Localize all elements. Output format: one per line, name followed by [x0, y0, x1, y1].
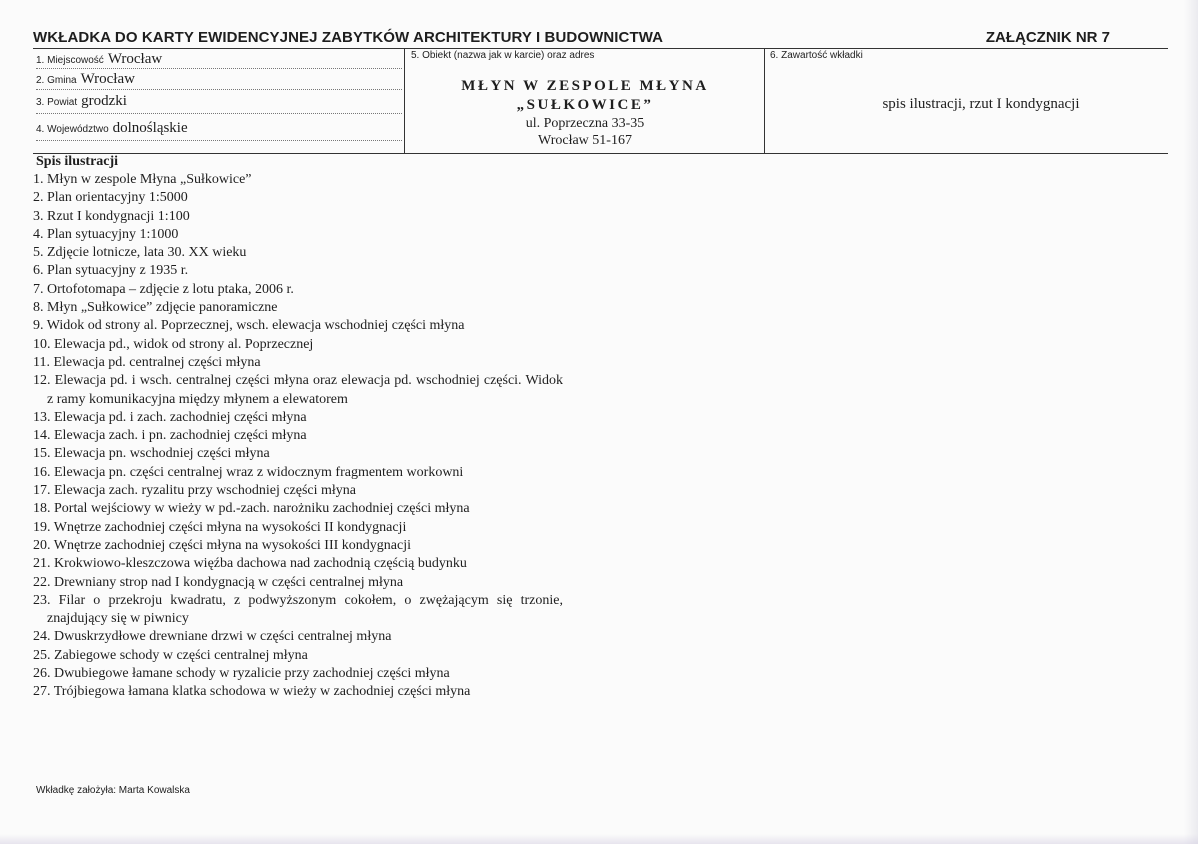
list-item: 8. Młyn „Sułkowice” zdjęcie panoramiczne [33, 300, 278, 316]
voivodeship-value: dolnośląskie [112, 120, 188, 136]
list-item: 3. Rzut I kondygnacji 1:100 [33, 208, 190, 224]
contents-value: spis ilustracji, rzut I kondygnacji [882, 96, 1080, 112]
list-item: 2. Plan orientacyjny 1:5000 [33, 190, 188, 206]
list-item: 5. Zdjęcie lotnicze, lata 30. XX wieku [33, 245, 247, 261]
county-field [36, 92, 127, 110]
table-bottom-rule [33, 153, 1168, 154]
list-item: 23. Filar o przekroju kwadratu, z podwyższonym cokołem, o zwężającym się trzonie, znajdujący się w piwnicy [33, 592, 563, 627]
object-city: Wrocław 51-167 [538, 133, 632, 148]
commune-label: 2. Gmina [36, 75, 77, 86]
annex-number: ZAŁĄCZNIK NR 7 [985, 29, 1110, 46]
contents-label: 6. Zawartość wkładki [770, 50, 863, 61]
object-label: 5. Obiekt (nazwa jak w karcie) oraz adres [411, 50, 595, 61]
locality-value: Wrocław [107, 51, 163, 67]
paper-edge-shadow [1184, 0, 1198, 844]
list-item: 4. Plan sytuacyjny 1:1000 [33, 226, 179, 242]
list-item: 27. Trójbiegowa łamana klatka schodowa w wieży w zachodniej części młyna [33, 684, 471, 700]
list-item: 21. Krokwiowo-kleszczowa więźba dachowa nad zachodnią częścią budynku [33, 556, 467, 572]
sheet-title: WKŁADKA DO KARTY EWIDENCYJNEJ ZABYTKÓW ARCHITEKTURY I BUDOWNICTWA [33, 29, 664, 46]
list-item: 9. Widok od strony al. Poprzecznej, wsch. elewacja wschodniej części młyna [33, 318, 465, 334]
list-item: 1. Młyn w zespole Młyna „Sułkowice” [33, 172, 252, 187]
list-item: 10. Elewacja pd., widok od strony al. Poprzecznej [33, 336, 314, 352]
county-label: 3. Powiat [36, 97, 78, 108]
field-underline [36, 68, 402, 69]
object-block [405, 77, 765, 149]
header-rule [33, 48, 1168, 49]
field-underline [36, 89, 402, 90]
list-item: 15. Elewacja pn. wschodniej części młyna [33, 446, 270, 462]
founder-note: Wkładkę założyła: Marta Kowalska [36, 785, 190, 796]
list-item: 11. Elewacja pd. centralnej części młyna [33, 354, 261, 370]
list-item: 7. Ortofotomapa – zdjęcie z lotu ptaka, 2006 r. [33, 281, 294, 297]
list-item: 13. Elewacja pd. i zach. zachodniej części młyna [33, 409, 307, 425]
illustrations-heading: Spis ilustracji [36, 154, 119, 169]
list-item: 12. Elewacja pd. i wsch. centralnej części młyna oraz elewacja pd. wschodniej części. Widok z ramy komunikacyjna między młynem a elewatorem [33, 373, 563, 407]
list-item: 22. Drewniany strop nad I kondygnacją w części centralnej młyna [33, 574, 404, 590]
object-name-line1: MŁYN W ZESPOLE MŁYNA [461, 78, 709, 94]
field-underline [36, 113, 402, 114]
illustrations-list [33, 171, 563, 702]
list-item: 16. Elewacja pn. części centralnej wraz z widocznym fragmentem workowni [33, 464, 464, 480]
commune-field [36, 70, 135, 88]
list-item: 26. Dwubiegowe łamane schody w ryzalicie przy zachodniej części młyna [33, 666, 450, 682]
list-item: 19. Wnętrze zachodniej części młyna na wysokości II kondygnacji [33, 519, 407, 535]
list-item: 18. Portal wejściowy w wieży w pd.-zach. narożniku zachodniej części młyna [33, 501, 470, 517]
locality-label: 1. Miejscowość [36, 55, 104, 66]
locality-field [36, 50, 162, 68]
object-name-line2: „SUŁKOWICE” [516, 97, 654, 113]
voivodeship-label: 4. Województwo [36, 124, 109, 135]
paper-edge-shadow [0, 834, 1198, 844]
list-item: 17. Elewacja zach. ryzalitu przy wschodniej części młyna [33, 483, 357, 499]
list-item: 25. Zabiegowe schody w części centralnej młyna [33, 647, 308, 663]
list-item: 6. Plan sytuacyjny z 1935 r. [33, 263, 189, 279]
voivodeship-field [36, 119, 188, 137]
commune-value: Wrocław [80, 71, 135, 87]
object-street: ul. Poprzeczna 33-35 [525, 116, 645, 131]
list-item: 14. Elewacja zach. i pn. zachodniej części młyna [33, 428, 307, 444]
county-value: grodzki [81, 93, 127, 109]
list-item: 24. Dwuskrzydłowe drewniane drzwi w części centralnej młyna [33, 629, 392, 645]
field-underline [36, 140, 402, 141]
list-item: 20. Wnętrze zachodniej części młyna na wysokości III kondygnacji [33, 537, 411, 553]
